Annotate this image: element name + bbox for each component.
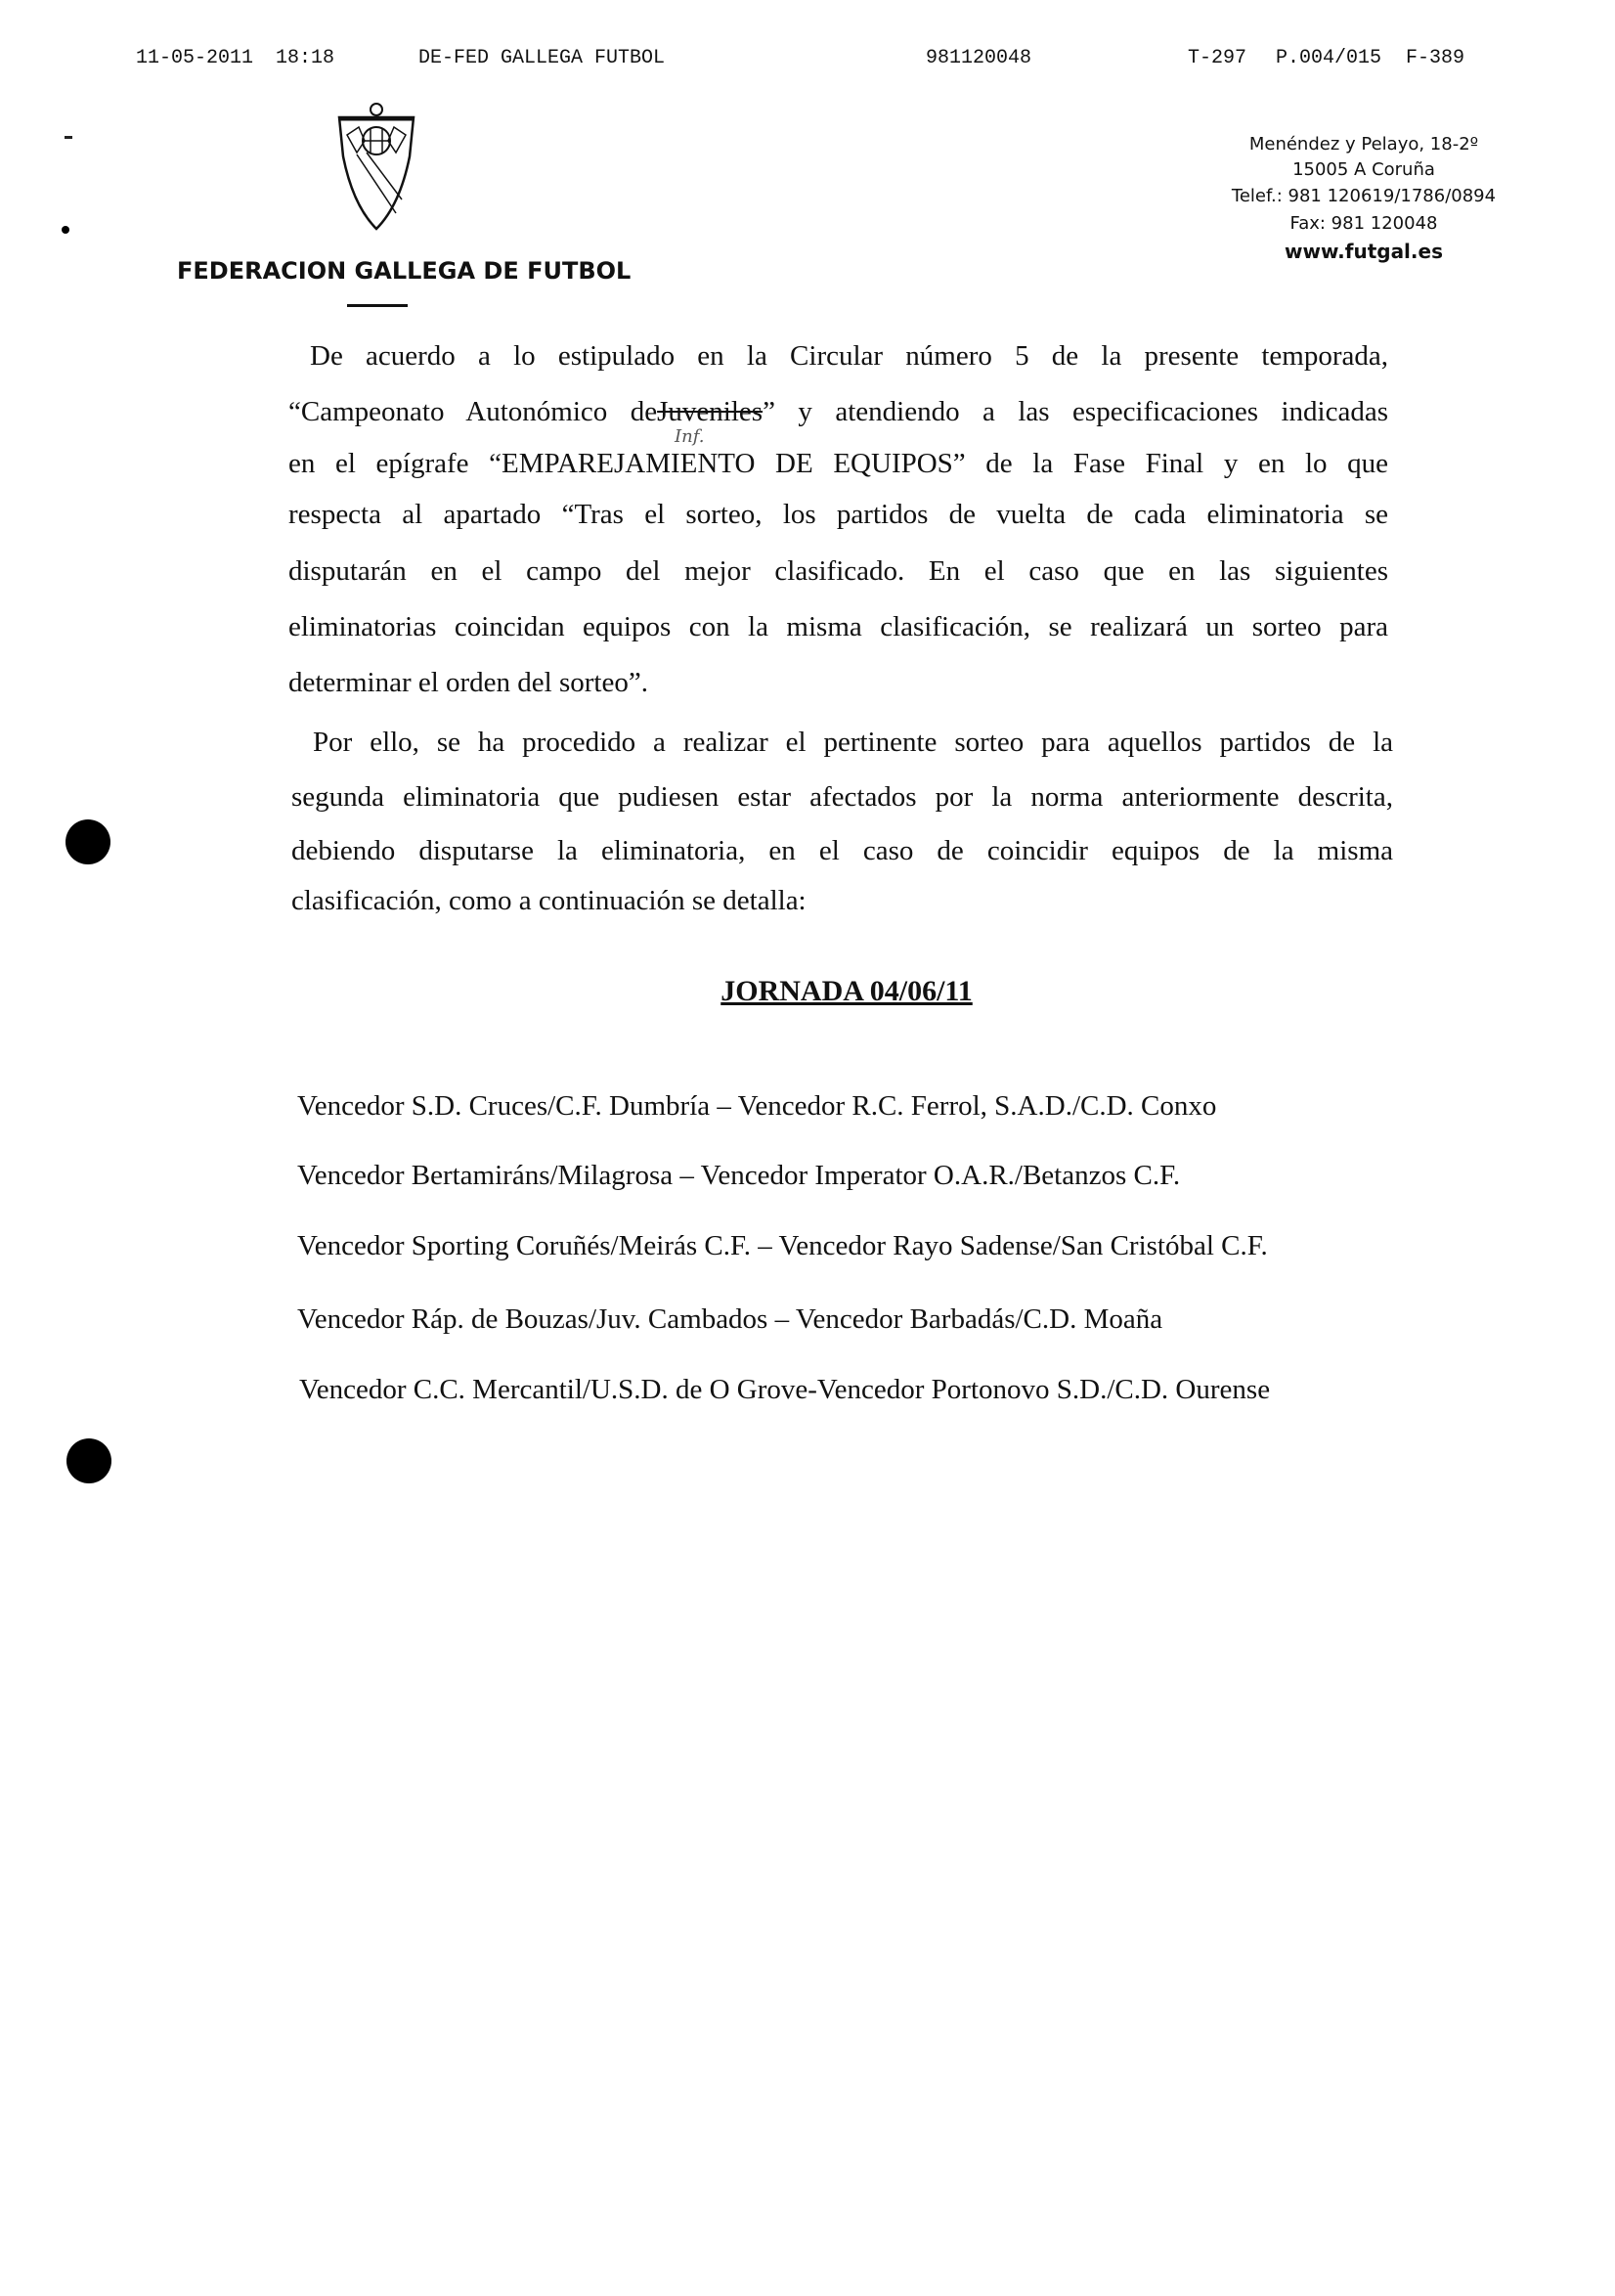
organization-name: FEDERACION GALLEGA DE FUTBOL: [177, 257, 632, 285]
paragraph-2-line: Por ello, se ha procedido a realizar el pertinente sorteo para aquellos partidos de la: [313, 727, 1393, 758]
paragraph-1-line: De acuerdo a lo estipulado en la Circular número 5 de la presente temporada,: [310, 340, 1388, 372]
address-line-1: Menéndez y Pelayo, 18-2º: [1248, 134, 1479, 155]
fax-time: 18:18: [276, 47, 335, 69]
section-title: JORNADA 04/06/11: [720, 975, 973, 1007]
paragraph-1-line: respecta al apartado “Tras el sorteo, los partidos de vuelta de cada eliminatoria se: [288, 499, 1388, 530]
punch-hole-mark: [65, 819, 110, 864]
federation-crest-logo: [335, 98, 417, 236]
fax-date: 11-05-2011: [136, 47, 254, 69]
phone-line: Telef.: 981 120619/1786/0894: [1231, 186, 1497, 206]
match-line: Vencedor Sporting Coruñés/Meirás C.F. – Vencedor Rayo Sadense/San Cristóbal C.F.: [297, 1230, 1268, 1261]
paragraph-2-line: segunda eliminatoria que pudiesen estar afectados por la norma anteriormente descrita,: [291, 781, 1393, 813]
paragraph-1-line: [288, 396, 1388, 427]
paragraph-1-line: disputarán en el campo del mejor clasificado. En el caso que en las siguientes: [288, 555, 1388, 587]
paragraph-1-line: en el epígrafe “EMPAREJAMIENTO DE EQUIPOS” de la Fase Final y en lo que: [288, 448, 1388, 479]
text: ” y atendiendo a las especificaciones indicadas: [763, 396, 1389, 427]
fax-transmission: T-297: [1188, 47, 1247, 69]
handwritten-correction: Inf.: [675, 426, 705, 447]
text: “Campeonato Autonómico de: [288, 396, 658, 427]
paragraph-1-line: determinar el orden del sorteo”.: [288, 667, 648, 698]
fax-page: P.004/015: [1276, 47, 1382, 69]
paragraph-2-line: clasificación, como a continuación se detalla:: [291, 885, 807, 916]
scan-mark: [65, 136, 72, 139]
struck-word: Juveniles: [657, 396, 764, 427]
match-line: Vencedor Bertamiráns/Milagrosa – Vencedor Imperator O.A.R./Betanzos C.F.: [297, 1160, 1181, 1191]
match-line: Vencedor S.D. Cruces/C.F. Dumbría – Vencedor R.C. Ferrol, S.A.D./C.D. Conxo: [297, 1090, 1217, 1122]
fax-number: 981120048: [926, 47, 1032, 69]
paragraph-2-line: debiendo disputarse la eliminatoria, en el caso de coincidir equipos de la misma: [291, 835, 1393, 866]
match-line: Vencedor Ráp. de Bouzas/Juv. Cambados – Vencedor Barbadás/C.D. Moaña: [297, 1303, 1163, 1335]
divider: [347, 304, 408, 307]
address-line-2: 15005 A Coruña: [1292, 159, 1435, 180]
fax-sender: DE-FED GALLEGA FUTBOL: [418, 47, 666, 69]
match-line: Vencedor C.C. Mercantil/U.S.D. de O Grove-Vencedor Portonovo S.D./C.D. Ourense: [299, 1374, 1271, 1405]
fax-line: Fax: 981 120048: [1289, 213, 1438, 234]
website: www.futgal.es: [1285, 240, 1443, 263]
scan-speck: [62, 226, 69, 234]
fax-file: F-389: [1406, 47, 1465, 69]
punch-hole-mark: [66, 1438, 111, 1483]
paragraph-1-line: eliminatorias coincidan equipos con la misma clasificación, se realizará un sorteo para: [288, 611, 1388, 642]
